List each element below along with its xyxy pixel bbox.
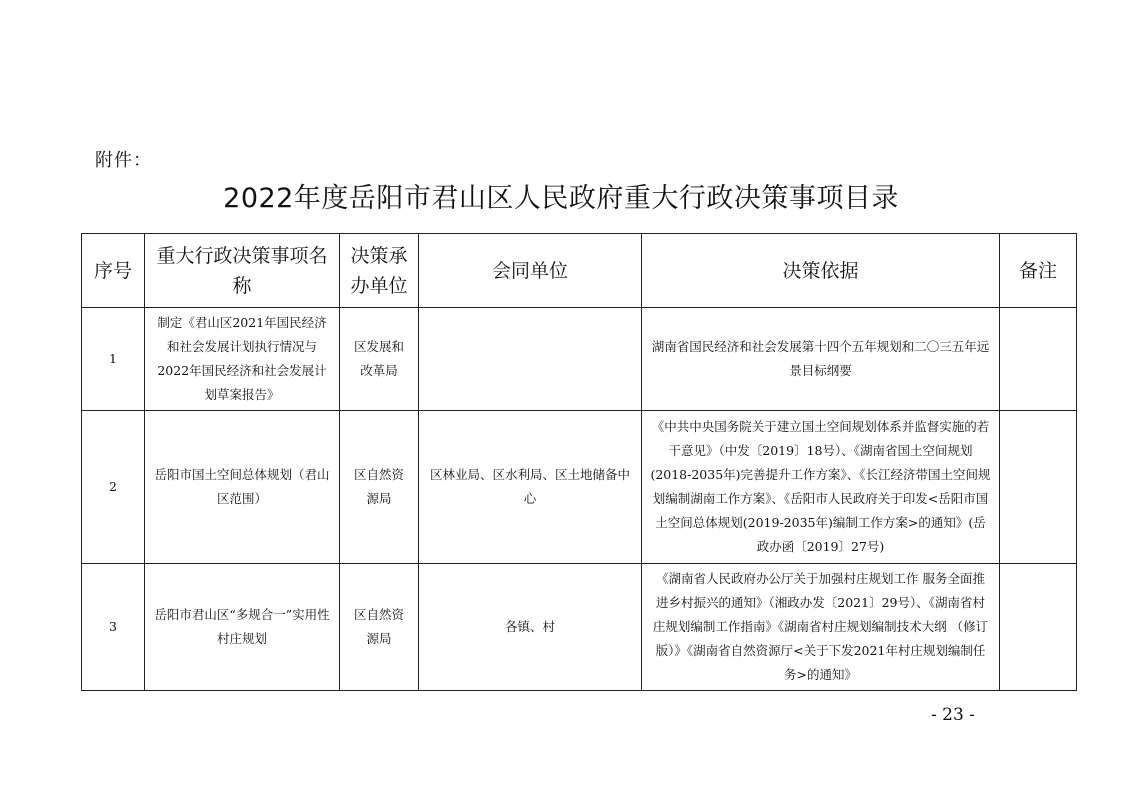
- header-note: 备注: [1000, 234, 1077, 308]
- cell-no: 2: [82, 411, 145, 564]
- cell-decision-name: 岳阳市君山区“多规合一”实用性村庄规划: [145, 564, 340, 691]
- document-title: 2022年度岳阳市君山区人民政府重大行政决策事项目录: [223, 183, 899, 214]
- cell-co-org: 各镇、村: [419, 564, 642, 691]
- decisions-table: [81, 233, 1077, 691]
- header-co-org: 会同单位: [419, 234, 642, 308]
- cell-basis: 《湖南省人民政府办公厅关于加强村庄规划工作 服务全面推进乡村振兴的通知》（湘政办发〔2021〕29号）、《湖南省村庄规划编制工作指南》《湖南省村庄规划编制技术大纲 （修订版）》《湖南省自然资源厅<关于下发2021年村庄规划编制任务>的通知》: [642, 564, 1000, 691]
- header-lead-org: 决策承办单位: [340, 234, 419, 308]
- attachment-label: 附件：: [95, 150, 152, 171]
- cell-lead-org: 区发展和改革局: [340, 308, 419, 411]
- cell-basis: 湖南省国民经济和社会发展第十四个五年规划和二〇三五年远景目标纲要: [642, 308, 1000, 411]
- header-decision-name: 重大行政决策事项名称: [145, 234, 340, 308]
- cell-no: 1: [82, 308, 145, 411]
- page-number: - 23 -: [931, 705, 975, 725]
- header-no: 序号: [82, 234, 145, 308]
- table-row: [82, 308, 1077, 411]
- cell-co-org: 区林业局、区水利局、区土地储备中心: [419, 411, 642, 564]
- cell-decision-name: 岳阳市国土空间总体规划（君山区范围）: [145, 411, 340, 564]
- cell-lead-org: 区自然资源局: [340, 564, 419, 691]
- table-row: [82, 564, 1077, 691]
- cell-note: [1000, 411, 1077, 564]
- cell-no: 3: [82, 564, 145, 691]
- cell-decision-name: 制定《君山区2021年国民经济和社会发展计划执行情况与2022年国民经济和社会发展计划草案报告》: [145, 308, 340, 411]
- cell-note: [1000, 564, 1077, 691]
- cell-co-org: [419, 308, 642, 411]
- table-header-row: [82, 234, 1077, 308]
- table-row: [82, 411, 1077, 564]
- cell-lead-org: 区自然资源局: [340, 411, 419, 564]
- header-basis: 决策依据: [642, 234, 1000, 308]
- cell-basis: 《中共中央国务院关于建立国土空间规划体系并监督实施的若干意见》（中发〔2019〕18号）、《湖南省国土空间规划(2018-2035年)完善提升工作方案》、《长江经济带国土空间规划编制湖南工作方案》、《岳阳市人民政府关于印发<岳阳市国土空间总体规划(2019-2035年)编制工作方案>的通知》(岳政办函〔2019〕27号): [642, 411, 1000, 564]
- cell-note: [1000, 308, 1077, 411]
